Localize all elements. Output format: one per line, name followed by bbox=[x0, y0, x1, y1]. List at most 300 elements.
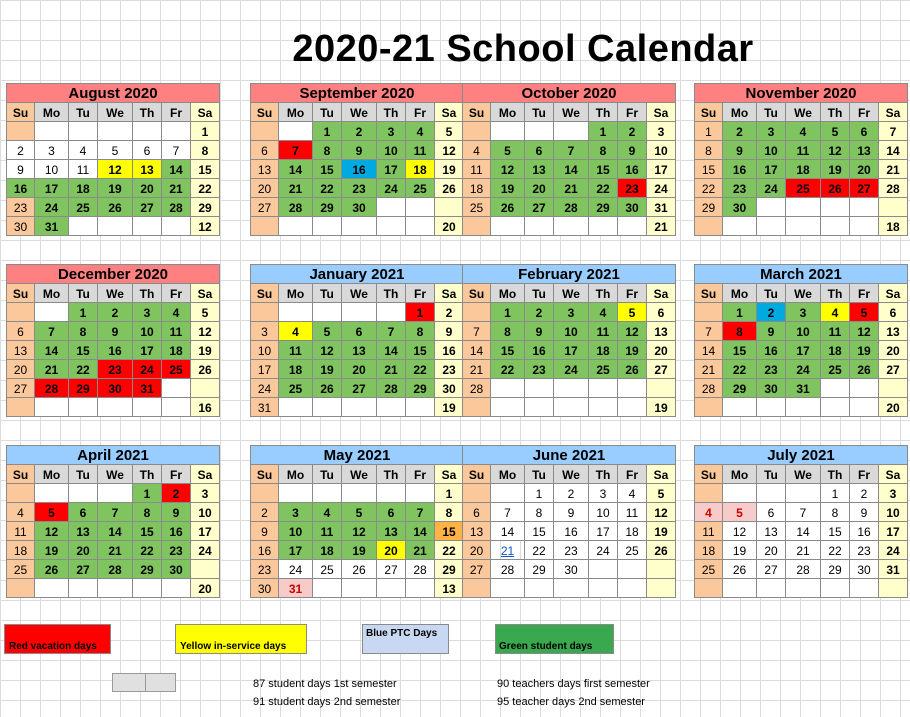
day-cell: 26 bbox=[490, 197, 525, 217]
day-cell: 25 bbox=[820, 359, 850, 379]
day-cell: 23 bbox=[524, 359, 554, 379]
day-cell: 28 bbox=[462, 378, 491, 398]
day-cell: 19 bbox=[434, 159, 464, 179]
day-cell: 25 bbox=[462, 197, 491, 217]
day-cell bbox=[588, 397, 618, 417]
day-cell: 23 bbox=[161, 540, 191, 560]
day-cell bbox=[190, 378, 220, 398]
day-cell bbox=[341, 302, 377, 322]
day-cell: 10 bbox=[278, 521, 313, 541]
day-cell bbox=[490, 216, 525, 236]
day-cell: 5 bbox=[617, 302, 647, 322]
day-cell: 8 bbox=[434, 502, 464, 522]
day-cell bbox=[97, 483, 133, 503]
shaded-cell bbox=[145, 673, 176, 692]
day-cell: 7 bbox=[278, 140, 313, 160]
day-cell: 31 bbox=[132, 378, 162, 398]
day-cell: 13 bbox=[756, 521, 786, 541]
month-calendar bbox=[462, 445, 676, 598]
day-cell: 24 bbox=[646, 178, 676, 198]
day-cell: 5 bbox=[490, 140, 525, 160]
day-cell bbox=[646, 378, 676, 398]
day-cell: 17 bbox=[588, 521, 618, 541]
day-cell bbox=[694, 578, 723, 598]
day-cell bbox=[553, 121, 589, 141]
day-cell: 7 bbox=[553, 140, 589, 160]
weekday-header: Fr bbox=[617, 283, 647, 303]
day-cell: 25 bbox=[785, 178, 821, 198]
day-cell: 13 bbox=[524, 159, 554, 179]
day-cell: 6 bbox=[524, 140, 554, 160]
day-cell: 2 bbox=[524, 302, 554, 322]
day-cell: 1 bbox=[132, 483, 162, 503]
weekday-header: Su bbox=[250, 464, 279, 484]
day-cell: 1 bbox=[820, 483, 850, 503]
weekday-header: Tu bbox=[312, 464, 342, 484]
day-cell: 7 bbox=[490, 502, 525, 522]
day-cell: 18 bbox=[694, 540, 723, 560]
day-cell: 25 bbox=[617, 540, 647, 560]
day-cell: 22 bbox=[405, 359, 435, 379]
weekday-header: Mo bbox=[34, 102, 69, 122]
weekday-header: We bbox=[785, 102, 821, 122]
day-cell bbox=[588, 378, 618, 398]
day-cell bbox=[34, 578, 69, 598]
day-cell: 4 bbox=[617, 483, 647, 503]
day-cell bbox=[278, 216, 313, 236]
day-cell: 28 bbox=[161, 197, 191, 217]
day-cell: 20 bbox=[849, 159, 879, 179]
day-cell bbox=[132, 121, 162, 141]
weekday-header: Sa bbox=[434, 102, 464, 122]
day-cell: 13 bbox=[434, 578, 464, 598]
day-cell: 2 bbox=[756, 302, 786, 322]
weekday-header: Sa bbox=[190, 102, 220, 122]
day-cell: 8 bbox=[490, 321, 525, 341]
day-cell: 19 bbox=[190, 340, 220, 360]
day-cell: 14 bbox=[97, 521, 133, 541]
weekday-header: Th bbox=[376, 102, 406, 122]
weekday-header: Mo bbox=[34, 464, 69, 484]
day-cell: 18 bbox=[6, 540, 35, 560]
day-cell: 11 bbox=[820, 321, 850, 341]
weekday-header: Fr bbox=[849, 464, 879, 484]
weekday-header: Su bbox=[694, 283, 723, 303]
day-cell bbox=[312, 483, 342, 503]
day-cell: 21 bbox=[405, 540, 435, 560]
weekday-header: Sa bbox=[878, 283, 908, 303]
weekday-header: Su bbox=[462, 464, 491, 484]
day-cell bbox=[97, 216, 133, 236]
weekday-header: We bbox=[785, 283, 821, 303]
day-cell: 24 bbox=[553, 359, 589, 379]
day-cell: 9 bbox=[617, 140, 647, 160]
weekday-header: Sa bbox=[646, 283, 676, 303]
day-cell: 25 bbox=[6, 559, 35, 579]
weekday-header: Tu bbox=[68, 102, 98, 122]
day-cell: 7 bbox=[34, 321, 69, 341]
day-cell: 17 bbox=[646, 159, 676, 179]
day-cell: 6 bbox=[756, 502, 786, 522]
day-cell: 7 bbox=[405, 502, 435, 522]
day-cell: 12 bbox=[190, 216, 220, 236]
day-cell: 3 bbox=[785, 302, 821, 322]
day-cell: 26 bbox=[190, 359, 220, 379]
day-cell: 29 bbox=[722, 378, 757, 398]
weekday-header: Sa bbox=[434, 464, 464, 484]
day-cell bbox=[722, 578, 757, 598]
weekday-header: Tu bbox=[524, 102, 554, 122]
day-cell bbox=[490, 483, 525, 503]
day-cell: 25 bbox=[161, 359, 191, 379]
day-cell: 14 bbox=[694, 340, 723, 360]
day-cell: 6 bbox=[646, 302, 676, 322]
day-cell: 18 bbox=[820, 340, 850, 360]
day-cell: 23 bbox=[722, 178, 757, 198]
day-cell: 16 bbox=[553, 521, 589, 541]
day-cell: 12 bbox=[617, 321, 647, 341]
weekday-header: Tu bbox=[68, 283, 98, 303]
day-cell: 25 bbox=[312, 559, 342, 579]
day-cell: 29 bbox=[588, 197, 618, 217]
day-cell: 17 bbox=[785, 340, 821, 360]
weekday-header: Th bbox=[820, 464, 850, 484]
weekday-header: Sa bbox=[878, 102, 908, 122]
day-cell bbox=[694, 302, 723, 322]
day-cell: 12 bbox=[820, 140, 850, 160]
day-cell: 26 bbox=[722, 559, 757, 579]
day-cell bbox=[250, 121, 279, 141]
day-cell: 28 bbox=[34, 378, 69, 398]
day-cell: 24 bbox=[878, 540, 908, 560]
legend-student-label: Green student days bbox=[499, 641, 593, 652]
day-cell bbox=[820, 216, 850, 236]
day-cell: 12 bbox=[341, 521, 377, 541]
day-cell: 29 bbox=[524, 559, 554, 579]
day-cell bbox=[849, 216, 879, 236]
day-cell: 25 bbox=[278, 378, 313, 398]
day-cell: 20 bbox=[434, 216, 464, 236]
day-cell: 11 bbox=[785, 140, 821, 160]
day-cell: 9 bbox=[6, 159, 35, 179]
day-cell: 13 bbox=[849, 140, 879, 160]
day-cell bbox=[278, 302, 313, 322]
day-cell: 16 bbox=[161, 521, 191, 541]
day-cell bbox=[617, 397, 647, 417]
day-cell: 15 bbox=[490, 340, 525, 360]
day-cell bbox=[405, 483, 435, 503]
month-title: July 2021 bbox=[694, 445, 908, 465]
day-cell bbox=[617, 559, 647, 579]
day-cell: 10 bbox=[646, 140, 676, 160]
day-cell bbox=[524, 216, 554, 236]
day-cell: 22 bbox=[524, 540, 554, 560]
day-cell: 18 bbox=[617, 521, 647, 541]
day-cell: 5 bbox=[312, 321, 342, 341]
note-teacher-sem2: 95 teacher days 2nd semester bbox=[497, 696, 645, 708]
day-cell: 19 bbox=[820, 159, 850, 179]
day-cell bbox=[462, 302, 491, 322]
day-cell bbox=[490, 578, 525, 598]
day-cell bbox=[376, 483, 406, 503]
day-cell: 4 bbox=[68, 140, 98, 160]
weekday-header: Fr bbox=[617, 464, 647, 484]
day-cell: 17 bbox=[756, 159, 786, 179]
day-cell: 6 bbox=[849, 121, 879, 141]
day-cell: 9 bbox=[722, 140, 757, 160]
month-calendar bbox=[694, 83, 908, 236]
day-cell: 21 bbox=[553, 178, 589, 198]
weekday-header: Su bbox=[6, 283, 35, 303]
day-cell bbox=[617, 216, 647, 236]
day-cell: 16 bbox=[756, 340, 786, 360]
day-cell: 21 bbox=[490, 540, 525, 560]
weekday-header: Tu bbox=[756, 102, 786, 122]
day-cell bbox=[820, 578, 850, 598]
day-cell bbox=[490, 121, 525, 141]
day-cell: 24 bbox=[588, 540, 618, 560]
day-cell: 28 bbox=[878, 178, 908, 198]
day-cell: 19 bbox=[646, 397, 676, 417]
day-cell: 29 bbox=[132, 559, 162, 579]
day-cell: 19 bbox=[341, 540, 377, 560]
month-title: November 2020 bbox=[694, 83, 908, 103]
day-cell: 24 bbox=[250, 378, 279, 398]
day-cell: 28 bbox=[553, 197, 589, 217]
weekday-header: Tu bbox=[524, 464, 554, 484]
day-cell: 20 bbox=[250, 178, 279, 198]
weekday-header: Su bbox=[694, 102, 723, 122]
day-cell bbox=[462, 121, 491, 141]
day-cell: 23 bbox=[849, 540, 879, 560]
day-cell: 10 bbox=[132, 321, 162, 341]
weekday-header: Fr bbox=[161, 464, 191, 484]
day-cell: 30 bbox=[722, 197, 757, 217]
month-title: October 2020 bbox=[462, 83, 676, 103]
day-cell: 29 bbox=[434, 559, 464, 579]
day-cell bbox=[756, 483, 786, 503]
day-cell: 8 bbox=[820, 502, 850, 522]
weekday-header: We bbox=[553, 283, 589, 303]
day-cell: 29 bbox=[68, 378, 98, 398]
day-cell: 21 bbox=[785, 540, 821, 560]
day-cell bbox=[34, 302, 69, 322]
day-cell: 16 bbox=[341, 159, 377, 179]
day-cell: 8 bbox=[132, 502, 162, 522]
day-cell bbox=[878, 378, 908, 398]
day-cell: 7 bbox=[376, 321, 406, 341]
day-cell: 3 bbox=[34, 140, 69, 160]
weekday-header: Su bbox=[462, 102, 491, 122]
day-cell: 5 bbox=[34, 502, 69, 522]
day-cell: 26 bbox=[312, 378, 342, 398]
weekday-header: Th bbox=[588, 102, 618, 122]
day-cell bbox=[6, 121, 35, 141]
day-cell bbox=[553, 216, 589, 236]
day-cell bbox=[341, 578, 377, 598]
weekday-header: Su bbox=[250, 283, 279, 303]
weekday-header: Sa bbox=[190, 464, 220, 484]
day-cell: 21 bbox=[34, 359, 69, 379]
day-cell bbox=[878, 578, 908, 598]
day-cell: 8 bbox=[694, 140, 723, 160]
day-cell: 30 bbox=[161, 559, 191, 579]
day-cell: 12 bbox=[97, 159, 133, 179]
weekday-header: Sa bbox=[646, 102, 676, 122]
day-cell: 12 bbox=[490, 159, 525, 179]
day-cell: 20 bbox=[190, 578, 220, 598]
day-cell: 27 bbox=[462, 559, 491, 579]
day-cell: 30 bbox=[434, 378, 464, 398]
day-cell: 1 bbox=[68, 302, 98, 322]
note-student-sem2: 91 student days 2nd semester bbox=[253, 696, 401, 708]
day-cell: 20 bbox=[646, 340, 676, 360]
day-cell bbox=[617, 578, 647, 598]
day-cell bbox=[97, 121, 133, 141]
day-cell: 19 bbox=[490, 178, 525, 198]
day-cell: 8 bbox=[405, 321, 435, 341]
month-title: December 2020 bbox=[6, 264, 220, 284]
day-cell: 14 bbox=[405, 521, 435, 541]
day-cell: 9 bbox=[553, 502, 589, 522]
month-title: September 2020 bbox=[250, 83, 464, 103]
day-cell: 30 bbox=[341, 197, 377, 217]
day-cell bbox=[524, 378, 554, 398]
day-cell bbox=[161, 121, 191, 141]
day-cell: 4 bbox=[820, 302, 850, 322]
day-cell bbox=[341, 216, 377, 236]
weekday-header: Tu bbox=[68, 464, 98, 484]
day-cell: 9 bbox=[756, 321, 786, 341]
weekday-header: Sa bbox=[190, 283, 220, 303]
day-cell: 5 bbox=[820, 121, 850, 141]
day-cell bbox=[785, 483, 821, 503]
day-cell: 11 bbox=[462, 159, 491, 179]
day-cell: 6 bbox=[341, 321, 377, 341]
weekday-header: Fr bbox=[405, 102, 435, 122]
day-cell bbox=[785, 578, 821, 598]
day-cell: 1 bbox=[524, 483, 554, 503]
weekday-header: Th bbox=[132, 102, 162, 122]
day-cell: 8 bbox=[312, 140, 342, 160]
day-cell: 15 bbox=[524, 521, 554, 541]
day-cell: 2 bbox=[250, 502, 279, 522]
day-cell: 11 bbox=[278, 340, 313, 360]
weekday-header: Tu bbox=[756, 464, 786, 484]
day-cell: 7 bbox=[97, 502, 133, 522]
day-cell bbox=[849, 578, 879, 598]
day-cell: 31 bbox=[878, 559, 908, 579]
day-cell: 20 bbox=[878, 397, 908, 417]
day-cell: 17 bbox=[878, 521, 908, 541]
day-cell bbox=[132, 216, 162, 236]
weekday-header: Mo bbox=[278, 102, 313, 122]
day-cell: 12 bbox=[646, 502, 676, 522]
day-cell: 27 bbox=[878, 359, 908, 379]
day-cell: 1 bbox=[190, 121, 220, 141]
day-cell: 17 bbox=[190, 521, 220, 541]
day-cell: 27 bbox=[646, 359, 676, 379]
day-cell bbox=[756, 216, 786, 236]
day-cell: 15 bbox=[312, 159, 342, 179]
day-cell bbox=[312, 578, 342, 598]
day-cell: 15 bbox=[694, 159, 723, 179]
day-cell bbox=[161, 397, 191, 417]
day-cell: 19 bbox=[97, 178, 133, 198]
day-cell bbox=[646, 578, 676, 598]
day-cell bbox=[68, 216, 98, 236]
day-cell: 19 bbox=[34, 540, 69, 560]
day-cell: 23 bbox=[97, 359, 133, 379]
day-cell bbox=[278, 483, 313, 503]
day-cell: 4 bbox=[6, 502, 35, 522]
day-cell: 23 bbox=[617, 178, 647, 198]
note-student-sem1: 87 student days 1st semester bbox=[253, 678, 397, 690]
day-cell: 13 bbox=[250, 159, 279, 179]
day-cell bbox=[820, 197, 850, 217]
day-cell: 3 bbox=[588, 483, 618, 503]
day-cell bbox=[553, 578, 589, 598]
month-calendar bbox=[462, 264, 676, 417]
day-cell: 7 bbox=[161, 140, 191, 160]
day-cell: 20 bbox=[132, 178, 162, 198]
day-cell: 8 bbox=[588, 140, 618, 160]
weekday-header: We bbox=[97, 464, 133, 484]
day-cell bbox=[756, 397, 786, 417]
month-title: August 2020 bbox=[6, 83, 220, 103]
day-cell bbox=[250, 483, 279, 503]
day-cell bbox=[278, 121, 313, 141]
day-cell: 17 bbox=[250, 359, 279, 379]
day-cell: 6 bbox=[878, 302, 908, 322]
day-cell: 27 bbox=[68, 559, 98, 579]
day-cell: 19 bbox=[849, 340, 879, 360]
day-cell: 26 bbox=[820, 178, 850, 198]
day-cell: 5 bbox=[434, 121, 464, 141]
day-cell: 18 bbox=[462, 178, 491, 198]
day-cell: 22 bbox=[434, 540, 464, 560]
day-cell bbox=[376, 216, 406, 236]
day-cell: 22 bbox=[132, 540, 162, 560]
day-cell: 13 bbox=[132, 159, 162, 179]
day-cell: 13 bbox=[68, 521, 98, 541]
day-cell: 23 bbox=[434, 359, 464, 379]
day-cell bbox=[553, 378, 589, 398]
day-cell: 8 bbox=[190, 140, 220, 160]
day-cell: 26 bbox=[97, 197, 133, 217]
day-cell: 3 bbox=[878, 483, 908, 503]
legend-vacation bbox=[4, 624, 111, 654]
day-cell: 9 bbox=[524, 321, 554, 341]
day-cell: 20 bbox=[462, 540, 491, 560]
day-cell: 22 bbox=[190, 178, 220, 198]
day-cell: 27 bbox=[376, 559, 406, 579]
month-calendar bbox=[250, 83, 464, 236]
day-cell: 16 bbox=[190, 397, 220, 417]
weekday-header: Mo bbox=[722, 102, 757, 122]
day-cell: 28 bbox=[405, 559, 435, 579]
day-cell: 3 bbox=[756, 121, 786, 141]
day-cell bbox=[524, 121, 554, 141]
day-cell bbox=[250, 216, 279, 236]
day-cell: 5 bbox=[190, 302, 220, 322]
month-title: February 2021 bbox=[462, 264, 676, 284]
day-cell: 6 bbox=[376, 502, 406, 522]
weekday-header: We bbox=[97, 283, 133, 303]
day-cell: 5 bbox=[849, 302, 879, 322]
day-cell: 11 bbox=[161, 321, 191, 341]
day-cell: 2 bbox=[553, 483, 589, 503]
